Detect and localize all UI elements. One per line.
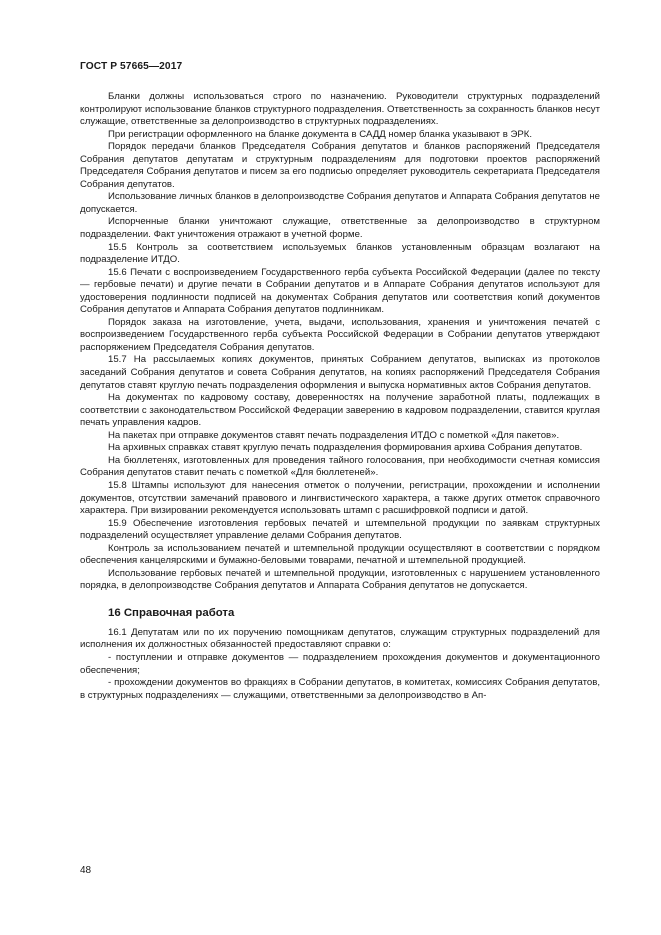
body-paragraph: - поступлении и отправке документов — подразделением прохождения документов и документационного обеспечения; <box>80 651 600 676</box>
body-paragraph: Использование гербовых печатей и штемпельной продукции, изготовленных с нарушением установленного порядка, в делопроизводстве Собрания депутатов и Аппарата Собрания депутатов не допускается. <box>80 567 600 592</box>
body-paragraph: Бланки должны использоваться строго по назначению. Руководители структурных подразделений контролируют использование бланков структурного подразделения. Ответственность за сохранность бланков несут служащие, ответственные за делопроизводство в структурных подразделениях. <box>80 91 600 128</box>
body-paragraph: Порядок передачи бланков Председателя Собрания депутатов и бланков распоряжений Председателя Собрания депутатов депутатам и структурным подразделениям для подготовки проектов распоряжений Председателя Собрания депутатов и писем за его подписью определяет руководитель секретариата Председателя Собрания депутатов. <box>80 141 600 190</box>
body-paragraph: Использование личных бланков в делопроизводстве Собрания депутатов и Аппарата Собрания депутатов не допускается. <box>80 191 600 215</box>
body-paragraph: Контроль за использованием печатей и штемпельной продукции осуществляют в соответствии с порядком обеспечения канцелярскими и бумажно-беловыми товарами, печатной и штемпельной продукцией. <box>80 542 600 567</box>
body-paragraph: На архивных справках ставят круглую печать подразделения формирования архива Собрания депутатов. <box>108 442 583 454</box>
page-body <box>80 91 600 702</box>
body-paragraph: 15.7 На рассылаемых копиях документов, принятых Собранием депутатов, выписках из протоколов заседаний Собрания депутатов и совета Собрания депутатов, на копиях распоряжений Председателя Собрания депутатов ставят круглую печать подразделения оформления и выпуска нормативных актов Собрания депутатов. <box>80 354 600 391</box>
document-code-header: ГОСТ Р 57665—2017 <box>80 61 183 72</box>
body-paragraph: 16.1 Депутатам или по их поручению помощникам депутатов, служащим структурных подразделений для исполнения их должностных обязанностей предоставляют справки о: <box>80 626 600 651</box>
body-paragraph: 15.9 Обеспечение изготовления гербовых печатей и штемпельной продукции по заявкам структурных подразделений осуществляет управление делами Собрания депутатов. <box>80 517 600 542</box>
body-paragraph: На документах по кадровому составу, доверенностях на получение заработной платы, подлежащих в соответствии с законодательством Российской Федерации заверению в кадровом подразделении, ставится круглая печать управления кадров. <box>80 392 600 429</box>
body-paragraph: Испорченные бланки уничтожают служащие, ответственные за делопроизводство в структурном подразделении. Факт уничтожения отражают в учетной форме. <box>80 216 600 241</box>
body-paragraph: Порядок заказа на изготовление, учета, выдачи, использования, хранения и уничтожения печатей с воспроизведением Государственного герба субъекта Российской Федерации в Собрании депутатов утверждают распоряжением Председателя Собрания депутатов. <box>80 316 600 353</box>
paragraphs-top <box>80 91 600 593</box>
section-heading: 16 Справочная работа <box>108 606 235 619</box>
paragraphs-bottom <box>80 627 600 702</box>
body-paragraph: На пакетах при отправке документов ставят печать подразделения ИТДО с пометкой «Для пакетов». <box>108 429 560 441</box>
body-paragraph: На бюллетенях, изготовленных для проведения тайного голосования, при необходимости счетная комиссия Собрания депутатов ставит печать с пометкой «Для бюллетеней». <box>80 454 600 479</box>
body-paragraph: 15.6 Печати с воспроизведением Государственного герба субъекта Российской Федерации (далее по тексту — гербовые печати) и другие печати в Собрании депутатов и в Аппарате Собрания депутатов используют для удостоверения подлинности подписей на документах Собрания депутатов или соответствия копий документов Собрания депутатов и Аппарата Собрания депутатов подлинникам. <box>80 266 600 316</box>
page-number: 48 <box>80 865 92 876</box>
body-paragraph: 15.8 Штампы используют для нанесения отметок о получении, регистрации, прохождении и исполнении документов, отсутствии замечаний правового и лингвистического характера, а также других отметок справочного характера. При визировании рекомендуется использовать штамп с расшифровкой подписи и датой. <box>80 479 600 517</box>
body-paragraph: При регистрации оформленного на бланке документа в САДД номер бланка указывают в ЭРК. <box>108 128 533 140</box>
body-paragraph: 15.5 Контроль за соответствием используемых бланков установленным образцам возлагают на подразделение ИТДО. <box>80 241 600 266</box>
body-paragraph: - прохождении документов во фракциях в Собрании депутатов, в комитетах, комиссиях Собрания депутатов, в структурных подразделениях — служащими, ответственными за делопроизводство в Ап- <box>80 677 600 701</box>
